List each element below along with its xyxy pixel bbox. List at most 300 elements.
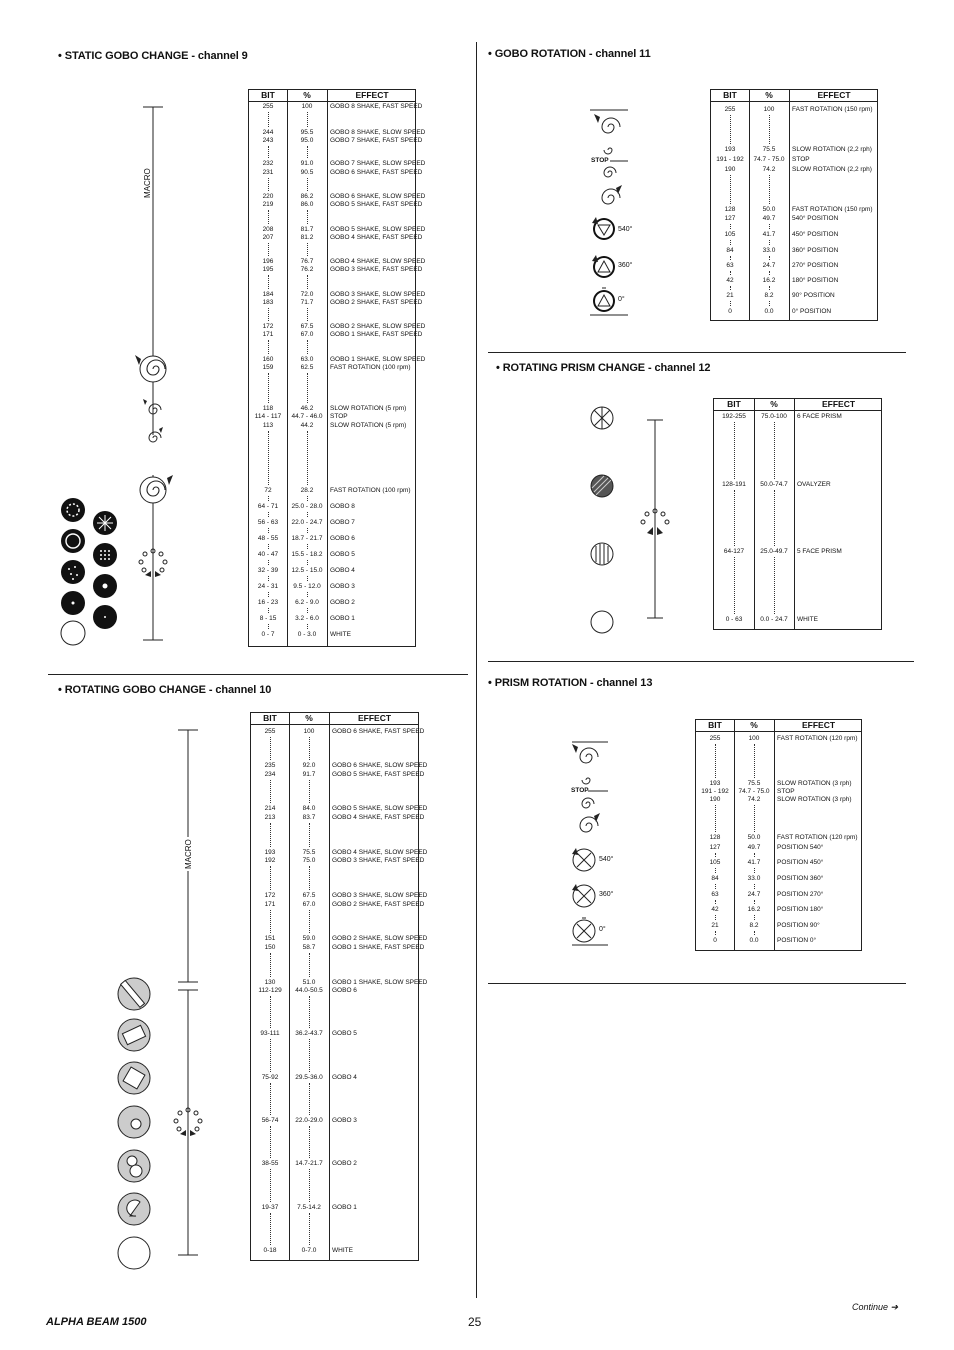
continuation-dots xyxy=(307,308,308,321)
continuation-dots xyxy=(769,175,770,204)
ch11-diagram xyxy=(588,105,648,325)
macro-label-ch9: MACRO xyxy=(143,168,152,198)
table-cell-eff: OVALYZER xyxy=(797,481,831,488)
table-cell-eff: GOBO 1 xyxy=(332,1204,357,1211)
table-cell-bit: 40 - 47 xyxy=(257,551,279,558)
table-cell-bit: 24 - 31 xyxy=(257,583,279,590)
continuation-dots xyxy=(268,528,269,533)
spiral-slow-icon xyxy=(582,778,590,784)
table-cell-bit: 190 xyxy=(709,796,721,803)
table-cell-eff: GOBO 4 SHAKE, FAST SPEED xyxy=(332,814,425,821)
table-cell-pct: 86.2 xyxy=(300,193,314,200)
table-cell-eff: GOBO 4 xyxy=(332,1074,357,1081)
table-cell-bit: 191 - 192 xyxy=(701,788,729,795)
table-cell-pct: 100 xyxy=(303,728,315,735)
table-cell-pct: 0.0 xyxy=(749,937,759,944)
table-cell-eff: GOBO 2 SHAKE, FAST SPEED xyxy=(332,901,425,908)
spiral-fast-reverse-icon xyxy=(602,185,622,204)
col-header-pct: % xyxy=(303,90,311,100)
spiral-fast-icon xyxy=(572,744,598,763)
table-cell-bit: 159 xyxy=(262,364,274,371)
table-cell-bit: 8 - 15 xyxy=(259,615,277,622)
col-header-bit: BIT xyxy=(261,90,275,100)
table-cell-eff: 6 FACE PRISM xyxy=(797,413,842,420)
continuation-dots xyxy=(715,900,716,904)
table-cell-pct: 75.5 xyxy=(762,146,776,153)
stop-label-ch13: STOP xyxy=(571,787,589,794)
continuation-dots xyxy=(307,624,308,629)
continuation-dots xyxy=(270,823,271,847)
table-cell-bit: 64 - 71 xyxy=(257,503,279,510)
table-cell-pct: 74.7 - 75.0 xyxy=(753,156,785,163)
continuation-dots xyxy=(270,1169,271,1202)
continuation-dots xyxy=(307,210,308,224)
divider-ch12-ch13 xyxy=(488,661,914,662)
table-cell-bit: 48 - 55 xyxy=(257,535,279,542)
table-ch9 xyxy=(248,89,426,647)
table-cell-eff: GOBO 1 SHAKE, SLOW SPEED xyxy=(332,979,428,986)
continuation-dots xyxy=(769,286,770,290)
prism-360-icon xyxy=(572,884,595,907)
5-face-prism-icon xyxy=(591,543,613,565)
table-cell-eff: STOP xyxy=(330,413,348,420)
table-cell-eff: GOBO 5 xyxy=(330,551,355,558)
table-cell-pct: 22.0-29.0 xyxy=(295,1117,323,1124)
table-cell-pct: 33.0 xyxy=(762,247,776,254)
table-ch10 xyxy=(250,712,428,1261)
continuation-dots xyxy=(307,178,308,191)
table-cell-eff: GOBO 7 SHAKE, SLOW SPEED xyxy=(330,160,426,167)
heading-ch11: • GOBO ROTATION - channel 11 xyxy=(488,48,651,60)
table-cell-pct: 100 xyxy=(301,103,313,110)
spiral-fast-reverse-icon xyxy=(580,813,600,832)
continuation-dots xyxy=(268,112,269,127)
table-cell-eff: 180° POSITION xyxy=(792,277,839,284)
table-cell-bit: 19-37 xyxy=(261,1204,279,1211)
continuation-dots xyxy=(715,915,716,920)
continuation-dots xyxy=(268,340,269,354)
table-cell-bit: 208 xyxy=(262,226,274,233)
col-header-effect: EFFECT xyxy=(357,713,392,723)
table-cell-pct: 18.7 - 21.7 xyxy=(291,535,323,542)
table-cell-bit: 64-127 xyxy=(723,548,745,555)
continuation-dots xyxy=(309,1169,310,1202)
table-cell-eff: GOBO 4 xyxy=(330,567,355,574)
table-cell-pct: 6.2 - 9.0 xyxy=(295,599,319,606)
table-cell-eff: FAST ROTATION (120 rpm) xyxy=(777,735,858,742)
table-cell-pct: 24.7 xyxy=(762,262,776,269)
table-cell-eff: GOBO 7 SHAKE, FAST SPEED xyxy=(330,137,423,144)
table-cell-eff: WHITE xyxy=(330,631,351,638)
table-cell-eff: GOBO 2 SHAKE, SLOW SPEED xyxy=(330,323,426,330)
table-cell-pct: 50.0-74.7 xyxy=(760,481,788,488)
table-cell-eff: GOBO 6 xyxy=(330,535,355,542)
stop-label-ch11: STOP xyxy=(591,157,609,164)
table-cell-bit: 42 xyxy=(711,906,719,913)
continuation-dots xyxy=(309,737,310,760)
table-cell-bit: 128 xyxy=(724,206,736,213)
table-cell-bit: 234 xyxy=(264,771,276,778)
table-cell-eff: GOBO 5 SHAKE, FAST SPEED xyxy=(330,201,423,208)
table-cell-eff: FAST ROTATION (120 rpm) xyxy=(777,834,858,841)
table-cell-bit: 128 xyxy=(709,834,721,841)
continuation-dots xyxy=(268,308,269,321)
table-cell-pct: 8.2 xyxy=(749,922,759,929)
table-cell-eff: WHITE xyxy=(332,1247,353,1254)
rot-gobo-2-icon xyxy=(118,1150,150,1182)
table-cell-bit: 219 xyxy=(262,201,274,208)
table-cell-eff: GOBO 6 xyxy=(332,987,357,994)
table-cell-bit: 21 xyxy=(711,922,719,929)
continuation-dots xyxy=(307,146,308,158)
continuation-dots xyxy=(774,422,775,479)
table-cell-pct: 62.5 xyxy=(300,364,314,371)
table-cell-bit: 0 - 7 xyxy=(261,631,275,638)
continuation-dots xyxy=(268,178,269,191)
table-cell-bit: 84 xyxy=(711,875,719,882)
continuation-dots xyxy=(309,953,310,977)
table-cell-pct: 0-7.0 xyxy=(301,1247,317,1254)
continuation-dots xyxy=(270,996,271,1028)
table-cell-eff: GOBO 3 xyxy=(332,1117,357,1124)
continuation-dots xyxy=(307,576,308,581)
heading-ch12: • ROTATING PRISM CHANGE - channel 12 xyxy=(496,362,711,374)
continuation-dots xyxy=(734,422,735,479)
table-cell-pct: 41.7 xyxy=(747,859,761,866)
table-cell-pct: 74.2 xyxy=(747,796,761,803)
continuation-dots xyxy=(774,557,775,614)
table-cell-bit: 127 xyxy=(709,844,721,851)
table-ch12 xyxy=(713,398,882,630)
continuation-dots xyxy=(268,243,269,256)
continuation-dots xyxy=(774,490,775,546)
table-cell-bit: 172 xyxy=(264,892,276,899)
continuation-dots xyxy=(307,340,308,354)
table-cell-pct: 58.7 xyxy=(302,944,316,951)
prism-540-icon xyxy=(572,848,595,871)
spiral-slow-reverse-icon xyxy=(582,798,594,808)
table-cell-pct: 22.0 - 24.7 xyxy=(291,519,323,526)
table-cell-pct: 51.0 xyxy=(302,979,316,986)
table-cell-bit: 150 xyxy=(264,944,276,951)
continuation-dots xyxy=(730,286,731,290)
continuation-dots xyxy=(754,884,755,889)
table-cell-bit: 56 - 63 xyxy=(257,519,279,526)
table-cell-bit: 130 xyxy=(264,979,276,986)
continuation-dots xyxy=(270,1126,271,1158)
table-cell-eff: GOBO 6 SHAKE, SLOW SPEED xyxy=(332,762,428,769)
rot-gobo-5-icon xyxy=(118,1019,150,1051)
table-cell-pct: 71.7 xyxy=(300,299,314,306)
table-cell-pct: 74.2 xyxy=(762,166,776,173)
continuation-dots xyxy=(268,608,269,613)
table-cell-eff: STOP xyxy=(792,156,810,163)
continuation-dots xyxy=(307,560,308,565)
table-cell-eff: GOBO 6 SHAKE, SLOW SPEED xyxy=(330,193,426,200)
col-header-effect: EFFECT xyxy=(801,720,836,730)
col-header-pct: % xyxy=(770,399,778,409)
table-cell-bit: 127 xyxy=(724,215,736,222)
table-cell-eff: GOBO 3 xyxy=(330,583,355,590)
table-cell-bit: 0-18 xyxy=(263,1247,277,1254)
continuation-dots xyxy=(309,780,310,803)
table-cell-pct: 25.0-49.7 xyxy=(760,548,788,555)
table-cell-bit: 190 xyxy=(724,166,736,173)
continuation-dots xyxy=(730,115,731,144)
rot-gobo-6-icon xyxy=(118,978,150,1010)
deg-540-ch13: 540° xyxy=(599,856,614,863)
table-cell-pct: 91.7 xyxy=(302,771,316,778)
table-cell-pct: 33.0 xyxy=(747,875,761,882)
deg-360-ch13: 360° xyxy=(599,891,614,898)
footer-title: ALPHA BEAM 1500 xyxy=(46,1316,147,1328)
prism-0-icon xyxy=(573,918,595,942)
table-cell-pct: 75.5 xyxy=(747,780,761,787)
continuation-dots xyxy=(715,805,716,832)
heading-ch9: • STATIC GOBO CHANGE - channel 9 xyxy=(58,50,248,62)
col-header-effect: EFFECT xyxy=(821,399,856,409)
divider-left-mid xyxy=(48,674,468,675)
table-cell-eff: GOBO 1 SHAKE, FAST SPEED xyxy=(330,331,423,338)
table-cell-bit: 172 xyxy=(262,323,274,330)
table-cell-eff: GOBO 4 SHAKE, SLOW SPEED xyxy=(332,849,428,856)
table-cell-eff: FAST ROTATION (150 rpm) xyxy=(792,106,873,113)
continuation-dots xyxy=(754,868,755,873)
continuation-dots xyxy=(307,512,308,517)
spiral-fast-icon xyxy=(594,114,620,133)
deg-360-ch11: 360° xyxy=(618,262,633,269)
continuation-dots xyxy=(309,1213,310,1245)
table-cell-pct: 91.0 xyxy=(300,160,314,167)
table-cell-eff: GOBO 4 SHAKE, SLOW SPEED xyxy=(330,258,426,265)
continuation-dots xyxy=(270,737,271,760)
table-cell-eff: 270° POSITION xyxy=(792,262,839,269)
continuation-dots xyxy=(268,275,269,289)
continuation-dots xyxy=(307,592,308,597)
table-cell-bit: 255 xyxy=(709,735,721,742)
table-cell-bit: 191 - 192 xyxy=(716,156,744,163)
continuation-dots xyxy=(769,271,770,275)
table-cell-pct: 44.2 xyxy=(300,422,314,429)
continuation-dots xyxy=(307,112,308,127)
continuation-dots xyxy=(754,805,755,832)
table-cell-eff: GOBO 6 SHAKE, FAST SPEED xyxy=(330,169,423,176)
table-cell-bit: 195 xyxy=(262,266,274,273)
table-cell-eff: GOBO 3 SHAKE, SLOW SPEED xyxy=(332,892,428,899)
table-cell-pct: 16.2 xyxy=(762,277,776,284)
6-face-prism-icon xyxy=(591,407,613,429)
continuation-dots xyxy=(309,866,310,890)
table-cell-eff: POSITION 90° xyxy=(777,922,820,929)
gobo-2-icon xyxy=(61,591,85,615)
table-cell-eff: SLOW ROTATION (3 rph) xyxy=(777,780,852,787)
table-cell-pct: 81.2 xyxy=(300,234,314,241)
table-cell-eff: WHITE xyxy=(797,616,818,623)
continuation-dots xyxy=(309,823,310,847)
table-cell-bit: 243 xyxy=(262,137,274,144)
gobo-7-icon xyxy=(93,511,117,535)
continue-label: Continue ➔ xyxy=(852,1302,899,1312)
table-cell-bit: 184 xyxy=(262,291,274,298)
col-header-bit: BIT xyxy=(263,713,277,723)
table-cell-pct: 7.5-14.2 xyxy=(297,1204,321,1211)
continuation-dots xyxy=(270,780,271,803)
table-cell-pct: 59.0 xyxy=(302,935,316,942)
continuation-dots xyxy=(734,490,735,546)
pos-0-icon xyxy=(593,288,615,312)
divider-ch13-bottom xyxy=(488,983,906,984)
table-cell-pct: 75.5 xyxy=(302,849,316,856)
table-cell-bit: 171 xyxy=(262,331,274,338)
continuation-dots xyxy=(268,544,269,549)
table-cell-bit: 118 xyxy=(262,405,274,412)
table-cell-pct: 74.7 - 75.0 xyxy=(738,788,770,795)
table-cell-pct: 72.0 xyxy=(300,291,314,298)
table-cell-bit: 105 xyxy=(709,859,721,866)
continuation-dots xyxy=(307,544,308,549)
gobo-8-icon xyxy=(61,498,85,522)
table-cell-pct: 95.5 xyxy=(300,129,314,136)
table-cell-bit: 255 xyxy=(264,728,276,735)
continuation-dots xyxy=(270,1083,271,1115)
table-cell-pct: 90.5 xyxy=(300,169,314,176)
col-header-effect: EFFECT xyxy=(355,90,389,100)
table-cell-eff: SLOW ROTATION (5 rpm) xyxy=(330,405,407,412)
pos-360-icon xyxy=(592,255,615,278)
continuation-dots xyxy=(307,275,308,289)
table-cell-pct: 67.5 xyxy=(300,323,314,330)
table-cell-bit: 112-129 xyxy=(258,987,282,994)
table-ch11 xyxy=(710,89,878,321)
table-cell-eff: GOBO 5 xyxy=(332,1030,357,1037)
continuation-dots xyxy=(754,853,755,857)
table-cell-bit: 72 xyxy=(264,487,272,494)
table-cell-eff: GOBO 2 xyxy=(332,1160,357,1167)
spiral-fast-reverse-icon xyxy=(140,475,173,503)
continuation-dots xyxy=(769,224,770,229)
gobo-3-icon xyxy=(93,574,117,598)
deg-0-ch13: 0° xyxy=(599,926,606,933)
table-cell-eff: 450° POSITION xyxy=(792,231,839,238)
table-cell-pct: 83.7 xyxy=(302,814,316,821)
continuation-dots xyxy=(307,431,308,485)
table-cell-pct: 76.7 xyxy=(300,258,314,265)
continuation-dots xyxy=(270,910,271,933)
continuation-dots xyxy=(268,373,269,403)
table-cell-eff: GOBO 5 SHAKE, FAST SPEED xyxy=(332,771,425,778)
table-cell-pct: 63.0 xyxy=(300,356,314,363)
table-cell-bit: 75-92 xyxy=(261,1074,279,1081)
continuation-dots xyxy=(730,271,731,275)
table-cell-pct: 67.0 xyxy=(302,901,316,908)
col-header-bit: BIT xyxy=(723,90,737,100)
table-cell-pct: 81.7 xyxy=(300,226,314,233)
table-cell-pct: 0 - 3.0 xyxy=(297,631,317,638)
table-cell-pct: 76.2 xyxy=(300,266,314,273)
continuation-dots xyxy=(309,910,310,933)
table-cell-bit: 42 xyxy=(726,277,734,284)
continuation-dots xyxy=(268,512,269,517)
table-cell-pct: 15.5 - 18.2 xyxy=(291,551,323,558)
ovalyzer-icon xyxy=(591,475,613,497)
continuation-dots xyxy=(754,900,755,904)
table-cell-bit: 232 xyxy=(262,160,274,167)
continuation-dots xyxy=(715,744,716,778)
continuation-dots xyxy=(715,853,716,857)
table-cell-pct: 41.7 xyxy=(762,231,776,238)
table-cell-pct: 49.7 xyxy=(762,215,776,222)
table-cell-bit: 193 xyxy=(724,146,736,153)
table-cell-eff: GOBO 2 xyxy=(330,599,355,606)
table-cell-pct: 50.0 xyxy=(747,834,761,841)
table-cell-pct: 44.0-50.5 xyxy=(295,987,323,994)
table-cell-bit: 255 xyxy=(724,106,736,113)
table-cell-bit: 0 - 63 xyxy=(725,616,743,623)
continuation-dots xyxy=(307,496,308,501)
table-cell-pct: 0.0 - 24.7 xyxy=(760,616,788,623)
table-cell-bit: 16 - 23 xyxy=(257,599,279,606)
continuation-dots xyxy=(754,915,755,920)
table-cell-bit: 21 xyxy=(726,292,734,299)
table-cell-eff: GOBO 4 SHAKE, FAST SPEED xyxy=(330,234,423,241)
heading-ch13: • PRISM ROTATION - channel 13 xyxy=(488,677,653,689)
table-cell-bit: 0 xyxy=(728,308,732,315)
table-cell-eff: GOBO 5 SHAKE, SLOW SPEED xyxy=(332,805,428,812)
table-cell-bit: 244 xyxy=(262,129,274,136)
continuation-dots xyxy=(730,301,731,306)
table-cell-bit: 255 xyxy=(262,103,274,110)
table-cell-eff: GOBO 3 SHAKE, FAST SPEED xyxy=(330,266,423,273)
table-cell-eff: 0° POSITION xyxy=(792,308,832,315)
table-cell-eff: SLOW ROTATION (5 rpm) xyxy=(330,422,407,429)
col-header-pct: % xyxy=(765,90,773,100)
continuation-dots xyxy=(307,608,308,613)
table-cell-bit: 235 xyxy=(264,762,276,769)
table-cell-bit: 214 xyxy=(264,805,276,812)
gobo-5-icon xyxy=(93,543,117,567)
table-cell-eff: GOBO 6 SHAKE, FAST SPEED xyxy=(332,728,425,735)
table-cell-pct: 12.5 - 15.0 xyxy=(291,567,323,574)
table-cell-pct: 16.2 xyxy=(747,906,761,913)
table-cell-eff: FAST ROTATION (100 rpm) xyxy=(330,364,411,371)
table-cell-bit: 63 xyxy=(711,891,719,898)
table-cell-pct: 75.0 xyxy=(302,857,316,864)
continuation-dots xyxy=(734,557,735,614)
rot-gobo-1-icon xyxy=(118,1193,150,1225)
table-cell-eff: GOBO 3 SHAKE, SLOW SPEED xyxy=(330,291,426,298)
table-cell-bit: 114 - 117 xyxy=(254,413,282,420)
continuation-dots xyxy=(715,868,716,873)
table-cell-pct: 95.0 xyxy=(300,137,314,144)
table-cell-pct: 25.0 - 28.0 xyxy=(291,503,323,510)
table-cell-bit: 171 xyxy=(264,901,276,908)
table-ch13 xyxy=(695,719,862,951)
table-cell-eff: POSITION 0° xyxy=(777,937,817,944)
continuation-dots xyxy=(307,243,308,256)
spiral-slow-icon xyxy=(604,148,612,154)
col-header-bit: BIT xyxy=(727,399,741,409)
table-cell-pct: 3.2 - 6.0 xyxy=(295,615,319,622)
continuation-dots xyxy=(769,301,770,306)
continuation-dots xyxy=(309,1126,310,1158)
table-cell-eff: SLOW ROTATION (2,2 rph) xyxy=(792,146,872,153)
ch10-diagram xyxy=(110,720,220,1280)
continuation-dots xyxy=(769,240,770,245)
table-cell-bit: 207 xyxy=(262,234,274,241)
table-cell-bit: 160 xyxy=(262,356,274,363)
table-cell-eff: POSITION 540° xyxy=(777,844,824,851)
table-cell-pct: 92.0 xyxy=(302,762,316,769)
